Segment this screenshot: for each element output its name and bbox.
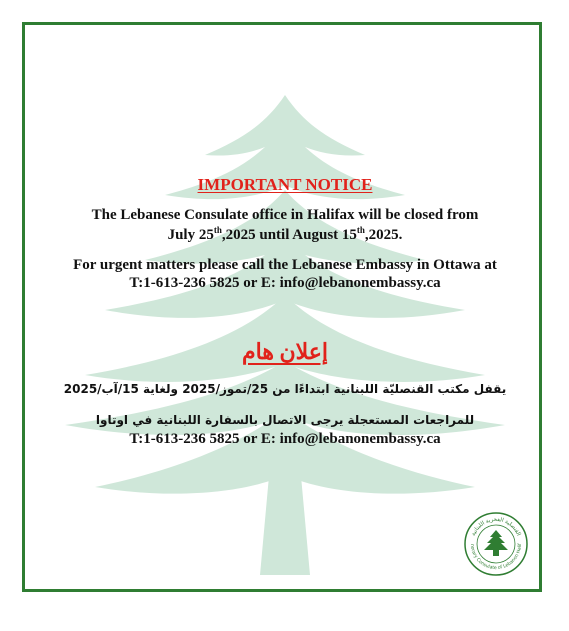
closure-line-ar: يقفل مكتب القنصليّة اللبنانية ابتداءًا من 25/تموز/2025 ولغاية 15/آب/2025 (63, 382, 507, 396)
notice-title-en: IMPORTANT NOTICE (197, 175, 373, 194)
closure-date-end: ,2025. (364, 227, 403, 243)
urgent-line-ar: للمراجعات المستعجلة يرجى الاتصال بالسفارة اللبنانية في اوتاوا (95, 413, 475, 427)
contact-line-en: T:1-613-236 5825 or E: info@lebanonembassy.ca (129, 275, 441, 291)
seal-text-ar: القنصلية الفخرية اللبنانية (470, 516, 522, 537)
notice-title-ar: إعلان هام (242, 339, 328, 364)
ordinal-suffix: th (356, 225, 365, 235)
closure-line-2 (25, 225, 545, 244)
closure-date-start: July 25 (167, 227, 214, 243)
contact-line-ar-section: T:1-613-236 5825 or E: info@lebanonembassy.ca (129, 431, 441, 447)
urgent-line-1: For urgent matters please call the Lebanese Embassy in Ottawa at (73, 257, 497, 273)
seal-text-en: norary Consulate of Lebanon Halif (468, 543, 524, 572)
ordinal-suffix: th (213, 225, 222, 235)
notice-frame (22, 22, 542, 592)
notice-content (25, 25, 545, 595)
closure-line-1: The Lebanese Consulate office in Halifax will be closed from (91, 207, 479, 223)
closure-date-middle: ,2025 until August 15 (221, 227, 357, 243)
consulate-seal-icon (463, 511, 529, 577)
